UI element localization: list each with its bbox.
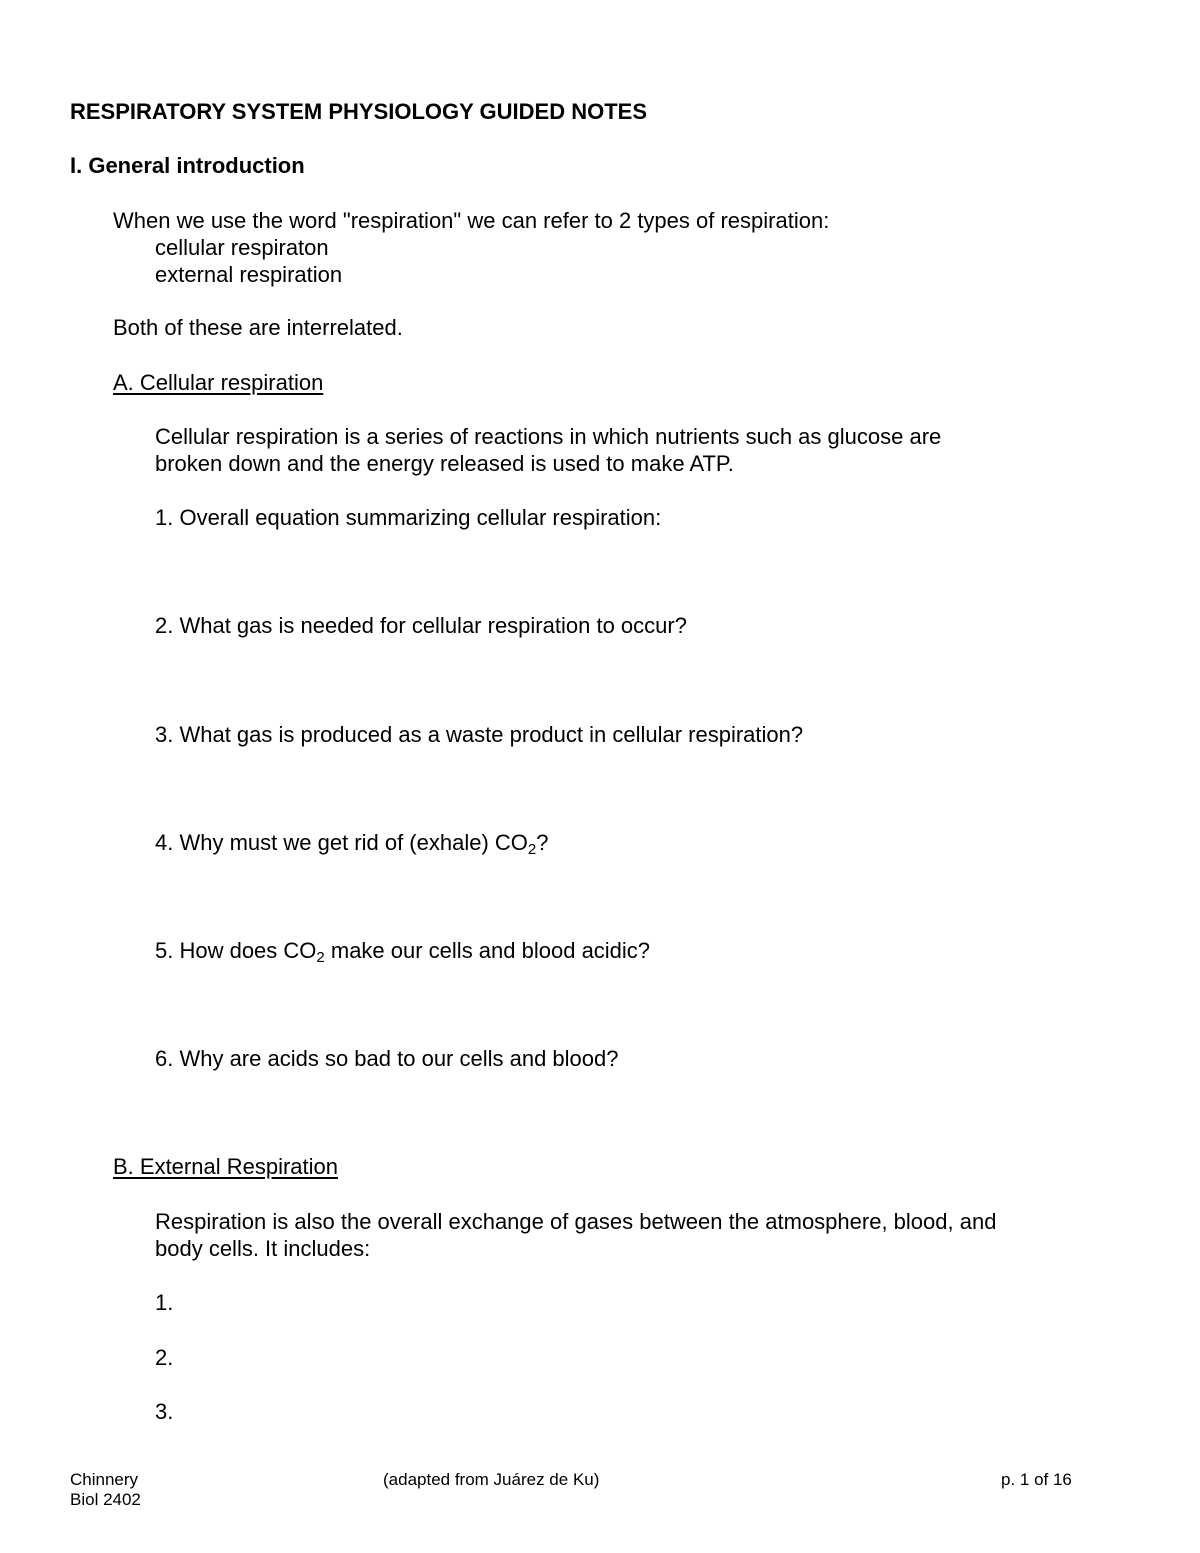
question-6: 6. Why are acids so bad to our cells and blood? — [155, 1046, 619, 1071]
footer-author: Chinnery — [70, 1470, 139, 1489]
blank-list-item: 2. — [155, 1345, 174, 1370]
question-4 — [155, 830, 549, 856]
subsection-heading-cellular-respiration: A. Cellular respiration — [113, 370, 324, 395]
footer-credit: (adapted from Juárez de Ku) — [383, 1470, 600, 1489]
external-respiration-definition-line2: body cells. It includes: — [155, 1236, 371, 1261]
respiration-type-item: cellular respiraton — [155, 235, 329, 260]
respiration-type-item: external respiration — [155, 262, 343, 287]
blank-list-item: 1. — [155, 1290, 174, 1315]
subscript-2: 2 — [316, 949, 325, 966]
external-respiration-definition-line1: Respiration is also the overall exchange of gases between the atmosphere, blood, and — [155, 1209, 997, 1234]
subsection-heading-external-respiration: B. External Respiration — [113, 1154, 338, 1179]
question-5 — [155, 938, 650, 964]
question-5-end: make our cells and blood acidic? — [324, 938, 651, 963]
footer-course: Biol 2402 — [70, 1490, 141, 1509]
subscript-2: 2 — [527, 841, 537, 858]
question-1: 1. Overall equation summarizing cellular respiration: — [155, 505, 662, 530]
intro-text: When we use the word "respiration" we can refer to 2 types of respiration: — [113, 208, 830, 233]
interrelated-text: Both of these are interrelated. — [113, 315, 403, 340]
page-title: RESPIRATORY SYSTEM PHYSIOLOGY GUIDED NOTES — [70, 99, 647, 124]
question-2: 2. What gas is needed for cellular respiration to occur? — [155, 613, 687, 638]
question-3: 3. What gas is produced as a waste product in cellular respiration? — [155, 722, 804, 747]
question-5-text: 5. How does CO — [155, 938, 317, 963]
section-heading-general-introduction: I. General introduction — [70, 153, 305, 178]
blank-list-item: 3. — [155, 1399, 174, 1424]
question-4-text: 4. Why must we get rid of (exhale) CO — [155, 830, 528, 855]
question-4-end: ? — [536, 830, 549, 855]
cellular-respiration-definition-line1: Cellular respiration is a series of reactions in which nutrients such as glucose are — [155, 424, 942, 449]
cellular-respiration-definition-line2: broken down and the energy released is used to make ATP. — [155, 451, 734, 476]
footer-page-number: p. 1 of 16 — [1001, 1470, 1072, 1489]
